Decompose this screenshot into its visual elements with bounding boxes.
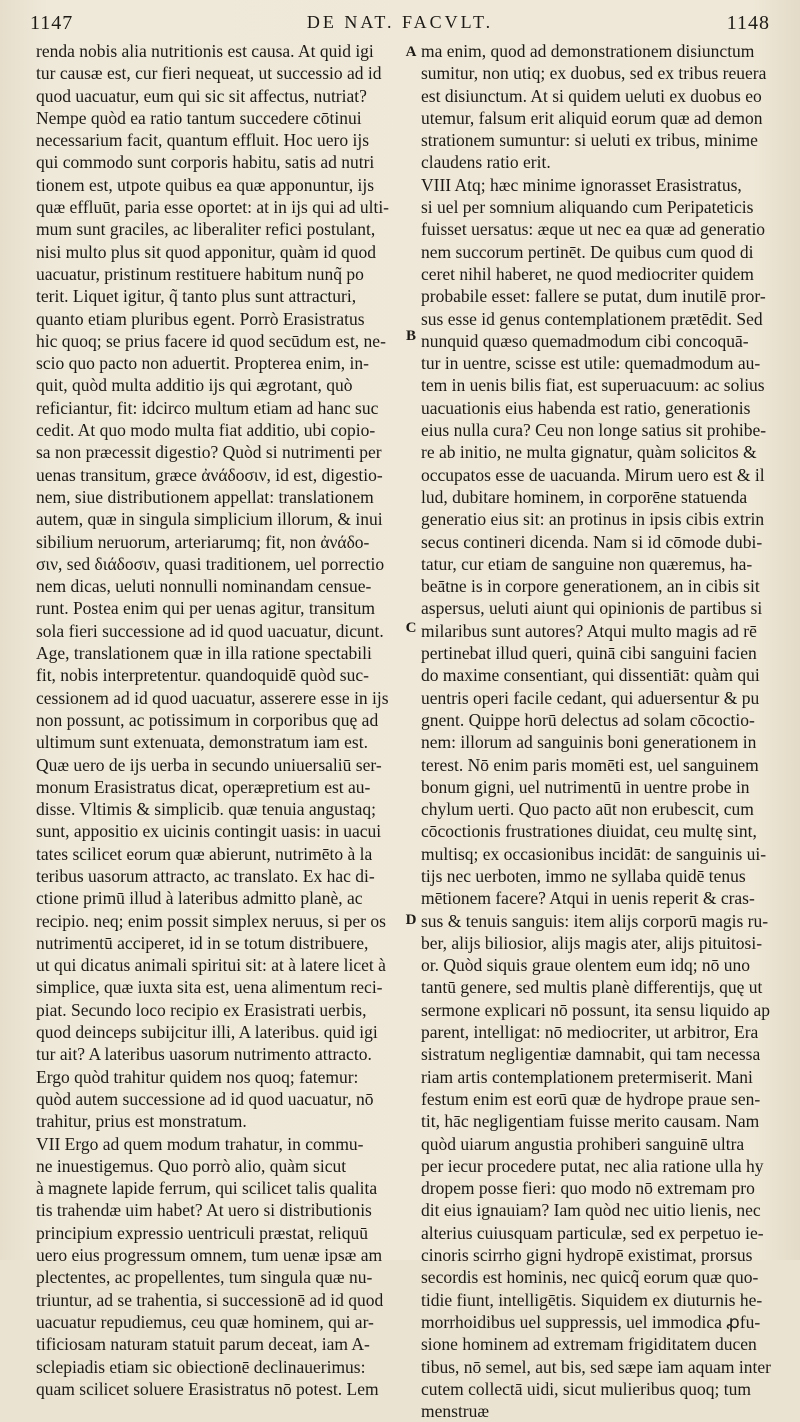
text-line: ber, alijs biliosior, alijs magis ater, alijs pituitosi- [421, 932, 763, 953]
text-line: dropem posse fieri: quo modo nō extremam pro [421, 1178, 755, 1199]
text-line: uero eius progressum omnem, tum uenæ ipsæ am [36, 1245, 383, 1266]
text-line: aspersus, ueluti aiunt qui opinionis de partibus si [421, 598, 763, 619]
text-line: do maxime consentiant, qui dissentiāt: quàm qui [421, 665, 760, 686]
text-line: Nempe quòd ea ratio tantum succedere cōtinui [36, 107, 362, 128]
text-line: tur causæ est, cur fieri nequeat, ut successio ad id [36, 63, 382, 84]
text-line: tijs nec uerboten, immo ne syllaba quidē tenus [421, 865, 746, 886]
text-line: dit eius ignauiam? Iam quòd nec uitio lienis, nec [421, 1200, 761, 1221]
text-line: cedit. At quo modo multa fiat additio, ubi copio- [36, 420, 376, 441]
text-line: VII Ergo ad quem modum trahatur, in commu- [36, 1133, 364, 1154]
text-line: cutem collectā uidi, sicut mulieribus quoq; tum [421, 1378, 752, 1399]
text-line: sclepiadis etiam sic obiectionē declinauerimus: [36, 1356, 366, 1377]
text-line: chylum uerti. Quo pacto aūt non erubescit, cum [421, 799, 754, 820]
text-line: VIII Atq; hæc minime ignorasset Erasistratus, [421, 174, 742, 195]
text-line: eius nulla cura? Ceu non longe satius sit prohibe- [421, 420, 767, 441]
text-column-right [421, 40, 786, 1422]
text-line: bonum gigni, uel nutrimentū in uentre probe in [421, 776, 750, 797]
text-line: occupatos esse de uacuanda. Mirum uero est & il [421, 464, 765, 485]
text-line: cōcoctionis frustrationes diuidat, ceu multę sint, [421, 821, 757, 842]
text-line: generatio eius sit: an protinus in ipsis cibis extrin [421, 509, 765, 530]
text-line: secordis est hominis, nec quicq̃ eorum quæ quo- [421, 1267, 759, 1288]
text-line: tur in uentre, scisse est utile: quemadmodum au- [421, 353, 761, 374]
text-line: nem dicas, ueluti nonnulli nominandam censue- [36, 576, 372, 597]
text-line: trahitur, prius est monstratum. [36, 1111, 247, 1132]
text-line: quòd autem successione ad id quod uacuatur, nō [36, 1088, 374, 1109]
text-line: ctione primū illud à lateribus admitto planè, ac [36, 888, 363, 909]
text-line: piat. Secundo loco recipio ex Erasistrati uerbis, [36, 999, 367, 1020]
text-line: principium expressio uentriculi præstat, reliquū [36, 1222, 368, 1243]
text-line: quæ effluūt, paria esse oportet: at in ijs qui ad ulti- [36, 197, 390, 218]
margin-letter-d: D [405, 912, 417, 928]
text-line: simplice, quæ iuxta sita est, uena alimentum reci- [36, 977, 383, 998]
text-line: à magnete lapide ferrum, qui scilicet talis qualita [36, 1178, 378, 1199]
text-line: si uel per somnium aliquando cum Peripateticis [421, 197, 754, 218]
text-line: sus esse id genus contemplationem prætēdit. Sed [421, 308, 763, 329]
text-line: sibilium neruorum, arteriarumq; fit, non ἀνάδο- [36, 531, 370, 552]
text-line: cinoris scirrho gigni hydropē existimat, prorsus [421, 1245, 753, 1266]
text-line: fuisset uersatus: æque ut nec ea quæ ad generatio [421, 219, 766, 240]
text-line: mētionem facere? Atqui in uenis reperit & cras- [421, 888, 755, 909]
text-line: beātne is in corpore generationem, an in cibis sit [421, 576, 760, 597]
text-line: qui commodo sunt corporis habitu, satis ad nutri [36, 152, 375, 173]
text-line: sola fieri successione ad id quod uacuatur, dicunt. [36, 620, 384, 641]
text-line: quod uacuatur, eum qui sic sit affectus, nutriat? [36, 85, 367, 106]
text-line: hic quoq; se prius facere id quod secūdum est, ne- [36, 330, 386, 351]
text-line: triuntur, ad se trahentia, si successionē ad id quod [36, 1289, 384, 1310]
text-line: plectentes, ac propellentes, tum singula quæ nu- [36, 1267, 373, 1288]
text-line: sione hominem ad extremam frigiditatem ducen [421, 1334, 757, 1355]
text-line: sermone explicari nō possunt, ita sensu liquido ap [421, 999, 770, 1020]
text-line: festum enim est eorū quæ de hydrope praue sen- [421, 1088, 761, 1109]
text-line: quod deinceps subijcitur illi, A lateribus. quid igi [36, 1022, 378, 1043]
text-line: ne inuestigemus. Quo porrò alio, quàm sicut [36, 1155, 347, 1176]
text-line: recipio. neq; enim possit simplex neruus, si per os [36, 910, 386, 931]
text-line: strationem sumuntur: si ueluti ex tribus, minime [421, 130, 758, 151]
text-line: mum sunt graciles, ac liberaliter refici postulant, [36, 219, 376, 240]
text-line: tis trahendæ uim habet? At uero si distributionis [36, 1200, 372, 1221]
text-line: sistratum negligentiæ damnabit, qui tam necessa [421, 1044, 761, 1065]
text-line: probabile esset: fallere se putat, dum inutilē pror- [421, 286, 766, 307]
text-line: sumitur, non utiq; ex duobus, sed ex tribus reuera [421, 63, 767, 84]
text-line: monum Erasistratus dicat, operæpretium est au- [36, 776, 371, 797]
text-line: teribus uasorum attracto, ac translato. Ex hac di- [36, 865, 375, 886]
text-line: quòd uiarum angustia prohiberi sanguinē ultra [421, 1133, 745, 1154]
page-number-right: 1148 [726, 12, 770, 34]
text-line: uacuatur, pristinum restituere habitum nunq̃ po [36, 263, 364, 284]
text-line: sa non præcessit digestio? Quòd si nutrimenti per [36, 442, 382, 463]
text-line: milaribus sunt autores? Atqui multo magis ad rē [421, 620, 757, 641]
text-line: nunquid quæso quemadmodum cibi concoquā- [421, 330, 749, 351]
text-line: riam artis contemplationem pretermiserit. Mani [421, 1066, 753, 1087]
text-line: uenas transitum, græce ἀνάδοσιν, id est, digestio- [36, 464, 383, 485]
text-line: reficiantur, fit: idcirco multum etiam ad hanc suc [36, 397, 379, 418]
text-column-left [36, 40, 401, 1400]
text-line: tionem est, utpote quibus ea quæ apponuntur, ijs [36, 174, 375, 195]
running-header [26, 8, 774, 38]
text-line: or. Quòd siquis graue olentem eum idq; nō uno [421, 955, 751, 976]
text-line: terit. Liquet igitur, q̃ tanto plus sunt attracturi, [36, 286, 357, 307]
text-line: non possunt, ac potissimum in corporibus quę ad [36, 709, 379, 730]
text-line: nutrimentū acciperet, id in se totum distribuere, [36, 932, 369, 953]
text-line: quanto etiam pluribus egent. Porrò Erasistratus [36, 308, 365, 329]
text-line: tibus, nō semel, aut bis, sed sæpe iam aquam inter [421, 1356, 771, 1377]
text-line: per iecur procedere putat, nec alia ratione ulla hy [421, 1155, 764, 1176]
text-line: fit, nobis interpretentur. quandoquidē quòd suc- [36, 665, 369, 686]
text-line: terest. Nō enim paris momēti est, uel sanguinem [421, 754, 759, 775]
text-line: uacuationis eius habenda est ratio, generationis [421, 397, 751, 418]
text-line: tificiosam naturam statuit parum deceat, iam A- [36, 1334, 370, 1355]
text-line: tantū genere, sed multis planè differentijs, quę ut [421, 977, 763, 998]
text-line: Age, translationem quæ in illa ratione spectabili [36, 643, 372, 664]
margin-letter-a: A [405, 44, 417, 60]
text-line: re ab initio, ne multa gignatur, quàm solicitos & [421, 442, 757, 463]
text-line: tates scilicet eorum quæ abierunt, nutrimēto à la [36, 843, 373, 864]
text-line: tem in uenis bilis fiat, est superuacuum: ac solius [421, 375, 765, 396]
text-line: morrhoidibus uel suppressis, uel immodica ꝓfu- [421, 1311, 761, 1332]
running-title: DE NAT. FACVLT. [306, 12, 494, 32]
text-line: runt. Postea enim qui per uenas agitur, transitum [36, 598, 376, 619]
text-line: menstruæ [421, 1401, 490, 1422]
text-line: utemur, falsum erit aliquid eorum quæ ad demon [421, 107, 763, 128]
text-line: quit, quòd multa additio ijs qui ægrotant, quò [36, 375, 353, 396]
text-line: uentris operi facile cedant, qui aduersentur & pu [421, 687, 760, 708]
text-line: scio quo pacto non aduertit. Propterea enim, in- [36, 353, 369, 374]
text-line: pertinebat illud queri, quinā cibi sanguini facien [421, 643, 757, 664]
text-line: lud, dubitare hominem, in corporēne statuenda [421, 486, 748, 507]
text-line: quam scilicet soluere Erasistratus nō potest. Lem [36, 1378, 379, 1399]
text-line: parent, intelligat: nō mediocriter, ut arbitror, Era [421, 1022, 759, 1043]
text-line: est disiunctum. At si quidem ueluti ex duobus eo [421, 85, 762, 106]
text-line: nem succorum pertinēt. De quibus cum quod di [421, 241, 754, 262]
text-line: sunt, appositio ex uicinis contingit uasis: in uacui [36, 821, 382, 842]
margin-letter-c: C [405, 620, 417, 636]
text-line: uacuatur repudiemus, ceu quæ hominem, qui ar- [36, 1311, 374, 1332]
text-line: tit, hāc negligentiam fuisse merito causam. Nam [421, 1111, 760, 1132]
text-line: σιν, sed διάδοσιν, quasi traditionem, uel porrectio [36, 553, 385, 574]
text-line: gnent. Quippe horū delectus ad solam cōcoctio- [421, 709, 755, 730]
text-line: tatur, cur etiam de sanguine non quæremus, ha- [421, 553, 753, 574]
text-line: multisq; ex occasionibus incidāt: de sanguinis ui- [421, 843, 767, 864]
text-line: ut qui dicatus animali spiritui sit: at à latere licet à [36, 955, 386, 976]
text-line: Quæ uero de ijs uerba in secundo uniuersaliū ser- [36, 754, 382, 775]
text-line: autem, quæ in singula simplicium illorum, & inui [36, 509, 383, 530]
text-line: tidie fiunt, intelligētis. Siquidem ex diuturnis he- [421, 1289, 763, 1310]
text-line: cessionem ad id quod uacuatur, asserere esse in ijs [36, 687, 389, 708]
text-line: nem, siue distributionem appellat: translationem [36, 486, 374, 507]
page-number-left: 1147 [30, 12, 74, 34]
text-line: alterius cuiusquam particulæ, sed ex perpetuo ie- [421, 1222, 764, 1243]
text-line: ma enim, quod ad demonstrationem disiunctum [421, 41, 755, 61]
text-line: renda nobis alia nutritionis est causa. At quid igi [36, 41, 374, 61]
text-line: nem: illorum ad sanguinis boni generationem in [421, 732, 757, 753]
text-line: claudens ratio erit. [421, 152, 551, 173]
text-line: tur ait? A lateribus uasorum nutrimento attracto. [36, 1044, 372, 1065]
text-line: necessarium facit, quantum effluit. Hoc uero ijs [36, 130, 370, 151]
text-line: secus contineri dicenda. Nam si id cōmode dubi- [421, 531, 763, 552]
text-line: ceret nihil haberet, ne quod mediocriter quidem [421, 263, 754, 284]
text-line: ultimum sunt extenuata, demonstratum iam est. [36, 732, 368, 753]
text-line: nisi multo plus sit quod apponitur, quàm id quod [36, 241, 377, 262]
text-line: sus & tenuis sanguis: item alijs corporū magis ru- [421, 910, 769, 931]
text-line: Ergo quòd trahitur quidem nos quoq; fatemur: [36, 1066, 359, 1087]
margin-letter-b: B [405, 328, 416, 344]
text-line: disse. Vltimis & simplicib. quæ tenuia angustaq; [36, 799, 376, 820]
